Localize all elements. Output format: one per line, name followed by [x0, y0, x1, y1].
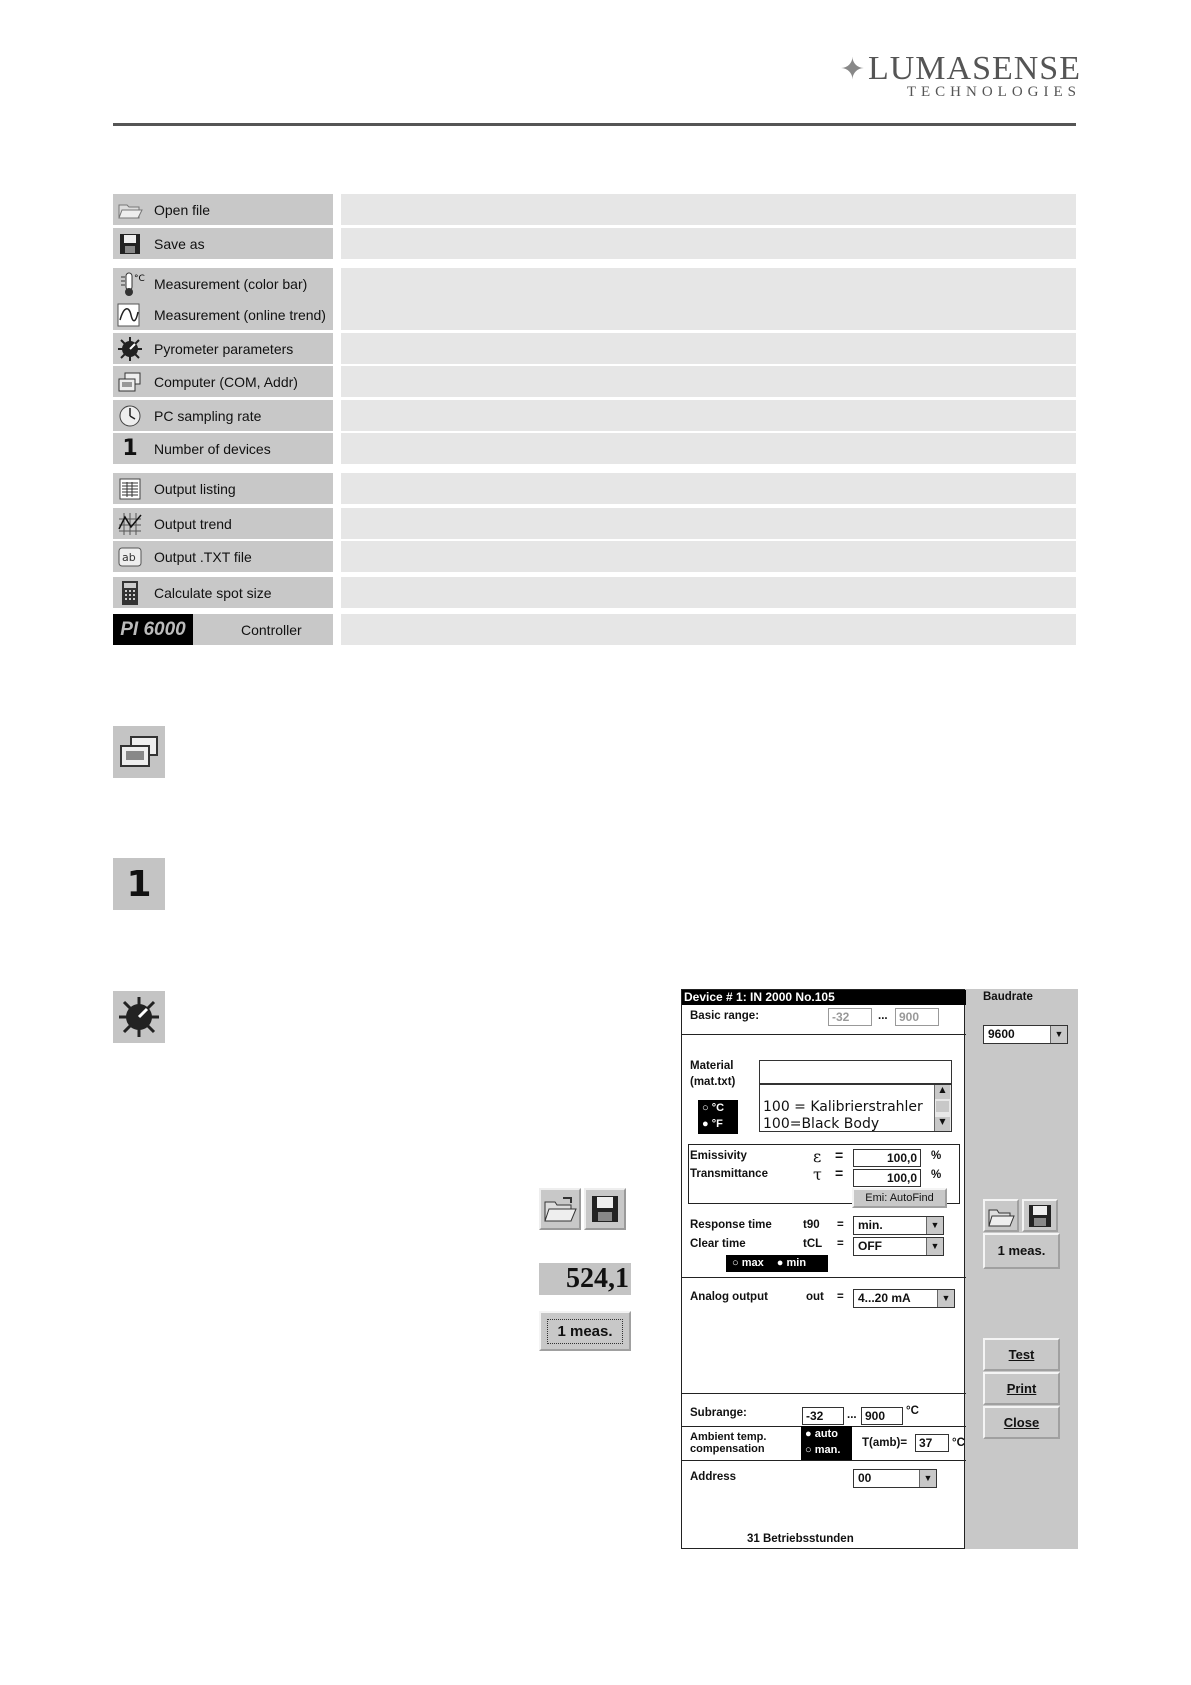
thermometer-icon [115, 271, 145, 297]
menu-row-pyrometer-parameters[interactable] [113, 333, 1076, 364]
menu-label: Open file [154, 201, 211, 218]
grid-trend-icon [115, 511, 145, 537]
menu-row-controller[interactable] [113, 614, 1076, 645]
lumasense-logo: ✦LUMASENSE TECHNOLOGIES [839, 50, 1081, 100]
subrange-max-input[interactable]: 900 [861, 1407, 903, 1425]
emissivity-symbol: ε [813, 1147, 822, 1166]
clear-time-select[interactable] [853, 1237, 944, 1256]
mode-max-radio[interactable]: ○ max [732, 1257, 764, 1269]
chevron-down-icon[interactable]: ▼ [926, 1217, 943, 1234]
menu-description [341, 508, 1076, 539]
material-label: Material [690, 1060, 734, 1072]
divider [682, 1393, 966, 1394]
range-separator: ... [878, 1010, 888, 1022]
subrange-label: Subrange: [690, 1407, 747, 1419]
equals-sign: = [835, 1165, 844, 1181]
address-select[interactable] [853, 1469, 937, 1488]
equals-sign: = [837, 1238, 844, 1250]
file-buttons [539, 1188, 626, 1230]
menu-row-number-of-devices[interactable] [113, 433, 1076, 464]
menu-description [341, 614, 1076, 645]
unit-f-label: °F [711, 1118, 723, 1130]
divider [682, 1460, 966, 1461]
ambient-mode-group [801, 1426, 852, 1460]
tamb-input[interactable]: 37 [915, 1434, 949, 1452]
device-parameters-dialog [681, 989, 1078, 1549]
temperature-unit-group [698, 1100, 738, 1134]
mode-min-label: min [786, 1257, 807, 1269]
floppy-disk-icon [1028, 1204, 1052, 1228]
address-value: 00 [858, 1471, 872, 1485]
one-meas-button[interactable]: 1 meas. [983, 1233, 1060, 1269]
open-folder-icon [115, 197, 145, 223]
divider [682, 1034, 966, 1035]
tamb-unit: °C [952, 1437, 965, 1449]
computer-icon [115, 369, 145, 395]
ambient-label-line2: compensation [690, 1443, 765, 1455]
brand-subtitle: TECHNOLOGIES [906, 84, 1081, 100]
mode-min-radio[interactable]: ● min [776, 1257, 807, 1269]
max-min-mode-group [726, 1255, 828, 1272]
analog-output-value: 4...20 mA [858, 1291, 911, 1305]
menu-label: Pyrometer parameters [154, 340, 294, 357]
basic-range-label: Basic range: [690, 1010, 760, 1022]
menu-description [341, 228, 1076, 259]
equals-sign: = [837, 1219, 844, 1231]
percent-sign: % [931, 1169, 942, 1181]
computer-icon [113, 726, 165, 778]
basic-range-max: 900 [895, 1008, 939, 1026]
menu-description [341, 473, 1076, 504]
one-meas-button[interactable] [539, 1311, 631, 1351]
menu-row-sampling-rate[interactable] [113, 400, 1076, 431]
dialog-main-panel [681, 989, 965, 1549]
svg-text:°C: °C [134, 273, 145, 284]
baudrate-value: 9600 [988, 1027, 1015, 1041]
divider [682, 1277, 966, 1278]
menu-label: Measurement (color bar) [154, 275, 308, 292]
menu-row-computer[interactable] [113, 366, 1076, 397]
unit-c-label: °C [711, 1102, 725, 1114]
menu-label: Save as [154, 235, 205, 252]
menu-row-output-txt[interactable] [113, 541, 1076, 572]
clear-time-symbol: tCL [803, 1238, 823, 1250]
pi6000-logo: PI 6000 [113, 614, 193, 645]
test-button-label: Test [1008, 1347, 1035, 1362]
menu-label: Calculate spot size [154, 584, 272, 601]
number-one-icon: 1 [122, 436, 138, 461]
scroll-thumb[interactable] [936, 1101, 949, 1112]
open-folder-icon [987, 1204, 1015, 1228]
open-file-button[interactable] [983, 1199, 1019, 1232]
menu-label: Measurement (online trend) [154, 306, 326, 323]
test-button[interactable] [983, 1338, 1060, 1371]
measured-value-display: 524,1 [539, 1263, 631, 1295]
menu-description [341, 268, 1076, 299]
equals-sign: = [837, 1291, 844, 1303]
close-button[interactable] [983, 1406, 1060, 1439]
material-list-item[interactable]: 100=Black Body [763, 1116, 880, 1132]
header-divider [113, 123, 1076, 126]
dialog-title: Device # 1: IN 2000 No.105 [682, 990, 966, 1005]
pyrometer-dial-icon [113, 991, 165, 1043]
text-file-icon [115, 544, 145, 570]
material-scrollbar[interactable] [934, 1085, 951, 1131]
baudrate-label: Baudrate [983, 991, 1033, 1003]
baudrate-select[interactable] [983, 1025, 1068, 1044]
menu-description [341, 433, 1076, 464]
menu-row-output-trend[interactable] [113, 508, 1076, 539]
operating-hours-text: 31 Betriebsstunden [747, 1533, 854, 1545]
menu-label: Controller [241, 621, 302, 638]
clear-time-value: OFF [858, 1239, 882, 1253]
menu-description [341, 366, 1076, 397]
subrange-unit: °C [906, 1405, 919, 1417]
menu-description [341, 400, 1076, 431]
menu-label: Output trend [154, 515, 232, 532]
mode-max-label: max [741, 1257, 764, 1269]
open-folder-icon[interactable] [539, 1188, 581, 1230]
brand-name: LUMASENSE [867, 50, 1081, 87]
save-file-button[interactable] [1022, 1199, 1058, 1232]
address-label: Address [690, 1471, 737, 1483]
material-list[interactable] [759, 1084, 952, 1132]
menu-label: Number of devices [154, 440, 271, 457]
print-button[interactable] [983, 1372, 1060, 1405]
menu-row-output-listing[interactable] [113, 473, 1076, 504]
transmittance-input[interactable]: 100,0 [853, 1169, 921, 1187]
chevron-down-icon[interactable]: ▼ [926, 1238, 943, 1255]
ambient-man-label: man. [814, 1444, 841, 1456]
menu-row-save-as[interactable] [113, 228, 1076, 259]
transmittance-label: Transmittance [690, 1168, 768, 1180]
menu-description [341, 194, 1076, 225]
material-input[interactable] [759, 1060, 952, 1084]
menu-row-color-bar[interactable] [113, 268, 1076, 299]
unit-c-radio[interactable]: ○ °C [702, 1102, 725, 1114]
close-button-label: Close [1003, 1415, 1040, 1430]
basic-range-min: -32 [828, 1008, 872, 1026]
transmittance-symbol: τ [813, 1165, 822, 1184]
analog-output-symbol: out [806, 1291, 824, 1303]
ambient-man-radio[interactable]: ○ man. [805, 1444, 841, 1456]
tamb-label: T(amb)= [862, 1437, 908, 1449]
floppy-disk-icon[interactable] [584, 1188, 626, 1230]
floppy-disk-icon [115, 231, 145, 257]
menu-label: Output .TXT file [154, 548, 252, 565]
clock-icon [115, 403, 145, 429]
chevron-down-icon[interactable]: ▼ [937, 1290, 954, 1307]
response-time-label: Response time [690, 1219, 772, 1231]
emissivity-input[interactable]: 100,0 [853, 1149, 921, 1167]
chevron-down-icon[interactable]: ▼ [1050, 1026, 1067, 1043]
chevron-up-icon[interactable]: ▲ [935, 1085, 950, 1099]
chevron-down-icon[interactable]: ▼ [919, 1470, 936, 1487]
menu-row-online-trend[interactable] [113, 299, 1076, 330]
number-one-icon: 1 [113, 858, 165, 910]
menu-label: Output listing [154, 480, 236, 497]
listing-icon [115, 476, 145, 502]
clear-time-label: Clear time [690, 1238, 746, 1250]
emissivity-label: Emissivity [690, 1150, 747, 1162]
menu-description [341, 577, 1076, 608]
ambient-auto-radio[interactable]: ● auto [805, 1428, 838, 1440]
subrange-min-input[interactable]: -32 [802, 1407, 844, 1425]
menu-label: PC sampling rate [154, 407, 262, 424]
chevron-down-icon[interactable]: ▼ [935, 1117, 950, 1131]
equals-sign: = [835, 1147, 844, 1163]
pyrometer-dial-icon [115, 336, 145, 362]
menu-label: Computer (COM, Addr) [154, 373, 298, 390]
calculator-icon [115, 580, 145, 606]
menu-description [341, 541, 1076, 572]
menu-row-open-file[interactable] [113, 194, 1076, 225]
ambient-auto-label: auto [814, 1428, 838, 1440]
material-list-item[interactable]: 100 = Kalibrierstrahler [763, 1099, 923, 1115]
ambient-label: Ambient temp. [690, 1431, 767, 1443]
menu-description [341, 333, 1076, 364]
trend-curve-icon [115, 302, 145, 328]
emi-autofind-button[interactable]: Emi: AutoFind [852, 1188, 947, 1208]
print-button-label: Print [1006, 1381, 1037, 1396]
unit-f-radio[interactable]: ● °F [702, 1118, 723, 1130]
response-time-value: min. [858, 1218, 883, 1232]
analog-output-label: Analog output [690, 1291, 768, 1303]
menu-row-spot-size[interactable] [113, 577, 1076, 608]
response-time-symbol: t90 [803, 1219, 820, 1231]
svg-text:ab: ab [122, 550, 136, 564]
range-separator: ... [847, 1409, 857, 1421]
one-meas-label: 1 meas. [547, 1319, 622, 1344]
menu-description [341, 299, 1076, 330]
material-file-label: (mat.txt) [690, 1076, 736, 1088]
response-time-select[interactable] [853, 1216, 944, 1235]
analog-output-select[interactable] [853, 1289, 955, 1308]
percent-sign: % [931, 1150, 942, 1162]
